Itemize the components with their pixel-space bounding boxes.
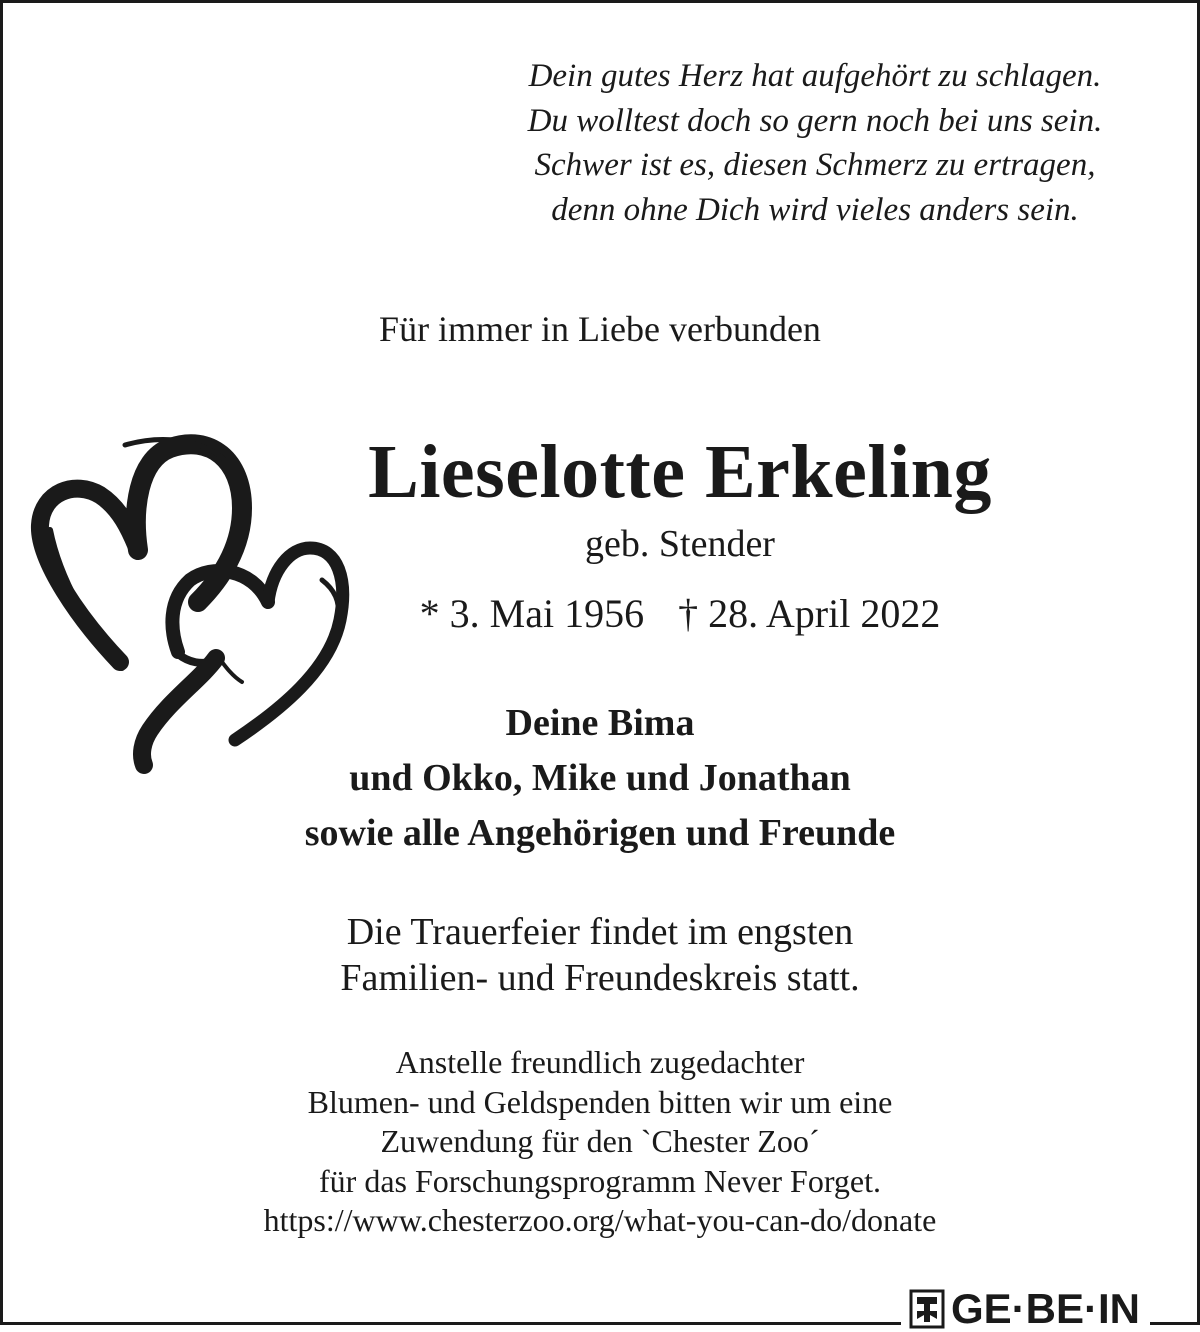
motto-text: Für immer in Liebe verbunden bbox=[379, 309, 821, 349]
donation-line: Blumen- und Geldspenden bitten wir um eine bbox=[307, 1083, 893, 1120]
poem-line: denn ohne Dich wird vieles anders sein. bbox=[551, 191, 1079, 228]
birth-date: * 3. Mai 1956 bbox=[419, 591, 645, 636]
donation-link[interactable]: https://www.chesterzoo.org/what-you-can-do/donate bbox=[263, 1202, 937, 1238]
mourners-line: sowie alle Angehörigen und Freunde bbox=[304, 812, 896, 854]
mourners-line: und Okko, Mike und Jonathan bbox=[349, 757, 851, 799]
poem-line: Schwer ist es, diesen Schmerz zu ertragen, bbox=[534, 147, 1096, 183]
deceased-name: Lieselotte Erkeling bbox=[368, 430, 992, 514]
ceremony-notice bbox=[0, 909, 1200, 1001]
donation-line: Anstelle freundlich zugedachter bbox=[395, 1044, 805, 1080]
death-date: † 28. April 2022 bbox=[678, 591, 941, 636]
mourners-line: Deine Bima bbox=[505, 702, 695, 744]
life-dates bbox=[300, 590, 1060, 637]
gebein-logo-icon bbox=[909, 1289, 945, 1329]
maiden-name: geb. Stender bbox=[585, 523, 775, 565]
poem-line: Dein gutes Herz hat aufgehört zu schlagen. bbox=[528, 58, 1102, 94]
ceremony-line: Familien- und Freundeskreis statt. bbox=[340, 957, 860, 999]
mourners bbox=[0, 696, 1200, 861]
donation-line: für das Forschungsprogramm Never Forget. bbox=[319, 1162, 881, 1199]
poem-line: Du wolltest doch so gern noch bei uns sein. bbox=[527, 102, 1103, 139]
ceremony-line: Die Trauerfeier findet im engsten bbox=[346, 911, 854, 953]
donation-line: Zuwendung für den `Chester Zoo´ bbox=[380, 1123, 820, 1159]
gebein-logo bbox=[901, 1285, 1150, 1332]
donation-notice bbox=[0, 1043, 1200, 1241]
gebein-logo-text: GE·BE·IN bbox=[951, 1285, 1140, 1332]
poem bbox=[470, 54, 1160, 232]
motto bbox=[0, 308, 1200, 350]
